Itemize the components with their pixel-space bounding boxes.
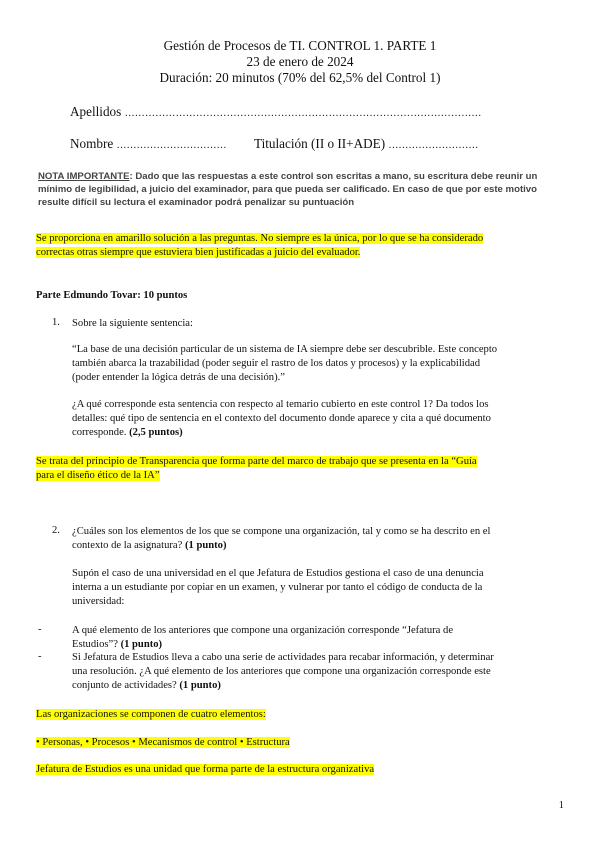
apellidos-dots: ……………………………………………………………………………………………	[124, 108, 482, 119]
q2-answer-1	[36, 708, 266, 722]
q2-case-line-3: universidad:	[72, 596, 125, 607]
q1-ask-line-3: corresponde.	[72, 427, 127, 438]
q2-bullet-a	[72, 624, 453, 652]
q2-bullet-b-line-2: una resolución. ¿A qué elemento de los anteriores que compone una organización corresponde este	[72, 666, 491, 677]
q2-answer-3	[36, 763, 374, 777]
q2-case	[72, 567, 484, 609]
q1-quote-line-2: también abarca la trazabilidad (poder seguir el rastro de los datos y procesos) y la explicabilidad	[72, 358, 480, 369]
q2-lead-points: (1 punto)	[184, 540, 227, 551]
q2-answer-line-1: Las organizaciones se componen de cuatro elementos:	[36, 709, 266, 720]
q2-bullet-a-points: (1 punto)	[120, 639, 163, 650]
q1-ask-line-1: ¿A qué corresponde esta sentencia con respecto al temario cubierto en este control 1? Da todos los	[72, 399, 489, 410]
intro-line-1: Se proporciona en amarillo solución a las preguntas. No siempre es la única, por lo que se ha considerado	[36, 233, 484, 244]
q1-quote-line-3: (poder entender la lógica detrás de una decisión).”	[72, 372, 285, 383]
q2-bullet-a-line-2: Estudios”?	[72, 639, 118, 650]
q1-number: 1.	[52, 317, 60, 328]
q2-bullet-a-line-1: A qué elemento de los anteriores que compone una organización corresponde “Jefatura de	[72, 625, 454, 636]
page-number: 1	[558, 800, 564, 811]
section-title: Parte Edmundo Tovar: 10 puntos	[36, 290, 188, 301]
q2-case-line-2: interna a un estudiante por copiar en un examen, y vulnerar por tanto el código de conducta de la	[72, 582, 483, 593]
q1-ask	[72, 398, 491, 440]
q2-bullet-b-points: (1 punto)	[179, 680, 221, 691]
bullet-a-dash: -	[38, 624, 42, 635]
q2-lead-line-2: contexto de la asignatura?	[72, 540, 183, 551]
q1-answer	[36, 455, 477, 483]
q1-ask-line-2: detalles: qué tipo de sentencia en el contexto del documento donde aparece y cita a qué documento	[72, 413, 491, 424]
note-text: : Dado que las respuestas a este control son escritas a mano, su escritura debe reunir un mínimo de legibilidad, a juicio del examinador, para que pueda ser calificado. En caso de que por este motivo resulte difícil su lectura el examinador podrá penalizar su puntuación	[38, 171, 538, 208]
q2-lead-line-1: ¿Cuáles son los elementos de los que se compone una organización, tal y como se ha descrito en el	[72, 526, 491, 537]
q1-lead: Sobre la siguiente sentencia:	[72, 318, 193, 329]
q1-answer-line-1: Se trata del principio de Transparencia que forma parte del marco de trabajo que se presenta en la “Guía	[36, 456, 477, 467]
q1-quote-line-1: “La base de una decisión particular de un sistema de IA siempre debe ser descubrible. Este concepto	[72, 344, 498, 355]
q2-bullet-b-line-3: conjunto de actividades?	[72, 680, 177, 691]
note-label: NOTA IMPORTANTE	[38, 171, 130, 182]
bullet-b-dash: -	[38, 651, 42, 662]
q2-bullet-b-line-1: Si Jefatura de Estudios lleva a cabo una serie de actividades para recabar información, y determinar	[72, 652, 494, 663]
nombre-field[interactable]	[70, 136, 227, 152]
exam-header	[0, 38, 600, 86]
intro-paragraph	[36, 232, 483, 260]
nombre-dots: ……………………………	[116, 140, 227, 151]
titulacion-dots: ………………………	[388, 140, 479, 151]
q2-answer-line-3: Jefatura de Estudios es una unidad que forma parte de la estructura organizativa	[36, 764, 375, 775]
titulacion-field[interactable]	[254, 136, 478, 152]
q2-answer-line-2: • Personas, • Procesos • Mecanismos de control • Estructura	[36, 737, 290, 748]
apellidos-field[interactable]	[70, 104, 482, 120]
q2-bullet-b	[72, 651, 494, 693]
q1-points: (2,5 puntos)	[129, 427, 183, 438]
q2-case-line-1: Supón el caso de una universidad en el que Jefatura de Estudios gestiona el caso de una denuncia	[72, 568, 484, 579]
intro-line-2: correctas otras siempre que estuviera bien justificadas a juicio del evaluador.	[36, 247, 361, 258]
exam-title: Gestión de Procesos de TI. CONTROL 1. PARTE 1	[163, 38, 437, 53]
q1-answer-line-2: para el diseño ético de la IA”	[36, 470, 160, 481]
important-note	[38, 170, 568, 209]
q2-number: 2.	[52, 525, 60, 536]
q2-answer-2	[36, 736, 290, 750]
exam-duration: Duración: 20 minutos (70% del 62,5% del Control 1)	[159, 70, 441, 85]
apellidos-label: Apellidos	[70, 104, 122, 119]
q1-quote	[72, 343, 497, 385]
nombre-label: Nombre	[70, 136, 114, 151]
q2-lead	[72, 525, 490, 553]
exam-date: 23 de enero de 2024	[246, 54, 354, 69]
titulacion-label: Titulación (II o II+ADE)	[254, 136, 386, 151]
